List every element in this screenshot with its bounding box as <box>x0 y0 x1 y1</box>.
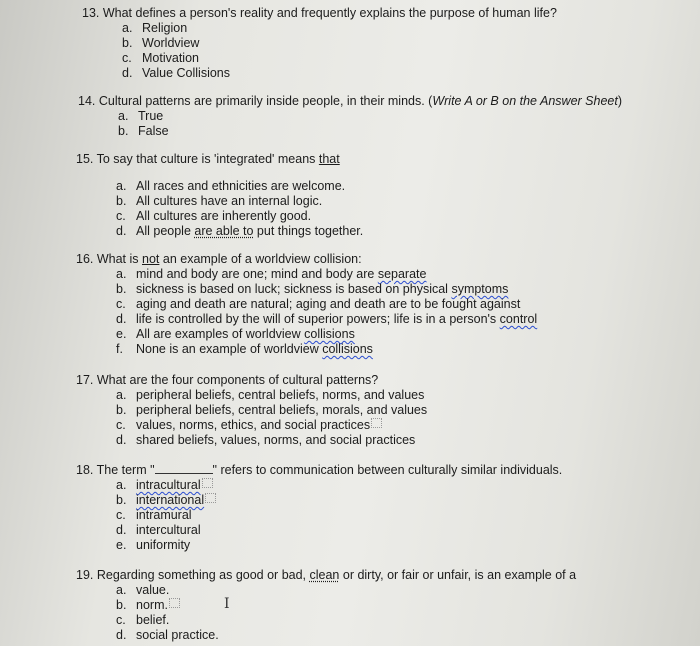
option-c: c. Motivation <box>122 51 199 65</box>
option-d: d. shared beliefs, values, norms, and social practices <box>116 433 416 447</box>
question-stem: 13. What defines a person's reality and frequently explains the purpose of human life? <box>82 6 557 20</box>
option-b: b. sickness is based on luck; sickness is based on physical symptoms <box>116 282 509 296</box>
sep-glyph-icon <box>205 493 216 503</box>
option-c: c. aging and death are natural; aging and death are to be fought against <box>116 297 521 311</box>
question-stem: 17. What are the four components of cultural patterns? <box>76 373 379 387</box>
question-19 <box>76 568 576 643</box>
option-c: c. belief. <box>116 613 170 627</box>
option-b: b. international <box>116 493 562 508</box>
option-c: c. All cultures are inherently good. <box>116 209 312 223</box>
question-18 <box>76 462 562 553</box>
sep-glyph-icon <box>202 478 213 488</box>
text-cursor-icon: I <box>224 596 230 612</box>
question-14 <box>78 94 622 139</box>
question-stem: 19. Regarding something as good or bad, clean or dirty, or fair or unfair, is an example of a <box>76 568 577 582</box>
question-16 <box>76 252 537 357</box>
option-d: d. Value Collisions <box>122 66 231 80</box>
sep-glyph-icon <box>371 418 382 428</box>
options-list <box>116 388 427 448</box>
question-stem: 18. The term " " refers to communication between culturally similar individuals. <box>76 463 563 477</box>
option-d: d. intercultural <box>116 523 201 537</box>
options-list <box>116 478 562 553</box>
option-a: a. intracultural <box>116 478 562 493</box>
question-17 <box>76 373 427 448</box>
option-c: c. intramural <box>116 508 192 522</box>
options-list <box>118 109 622 139</box>
question-stem: 14. Cultural patterns are primarily inside people, in their minds. (Write A or B on the Answer Sheet) <box>78 94 622 108</box>
option-d: d. All people are able to put things together. <box>116 224 364 238</box>
option-b: b. norm. <box>116 598 576 613</box>
answer-blank <box>155 462 213 474</box>
option-f: f. None is an example of worldview collisions <box>116 342 373 356</box>
option-d: d. social practice. <box>116 628 219 642</box>
question-15 <box>76 152 363 239</box>
option-a: a. All races and ethnicities are welcome. <box>116 179 346 193</box>
option-a: a. True <box>118 109 164 123</box>
option-b: b. Worldview <box>122 36 200 50</box>
option-a: a. peripheral beliefs, central beliefs, norms, and values <box>116 388 425 402</box>
question-stem: 15. To say that culture is 'integrated' means that <box>76 152 340 166</box>
question-13 <box>82 6 557 81</box>
option-e: e. uniformity <box>116 538 191 552</box>
options-list <box>116 583 576 643</box>
option-b: b. peripheral beliefs, central beliefs, morals, and values <box>116 403 428 417</box>
option-c: c. values, norms, ethics, and social practices <box>116 418 427 433</box>
option-e: e. All are examples of worldview collisions <box>116 327 355 341</box>
option-d: d. life is controlled by the will of superior powers; life is in a person's control <box>116 312 538 326</box>
options-list <box>116 179 363 239</box>
option-a: a. Religion <box>122 21 188 35</box>
option-b: b. All cultures have an internal logic. <box>116 194 323 208</box>
option-b: b. False <box>118 124 169 138</box>
options-list <box>116 267 537 357</box>
sep-glyph-icon <box>169 598 180 608</box>
options-list <box>122 21 557 81</box>
option-a: a. value. <box>116 583 170 597</box>
question-stem: 16. What is not an example of a worldview collision: <box>76 252 362 266</box>
option-a: a. mind and body are one; mind and body are separate <box>116 267 427 281</box>
